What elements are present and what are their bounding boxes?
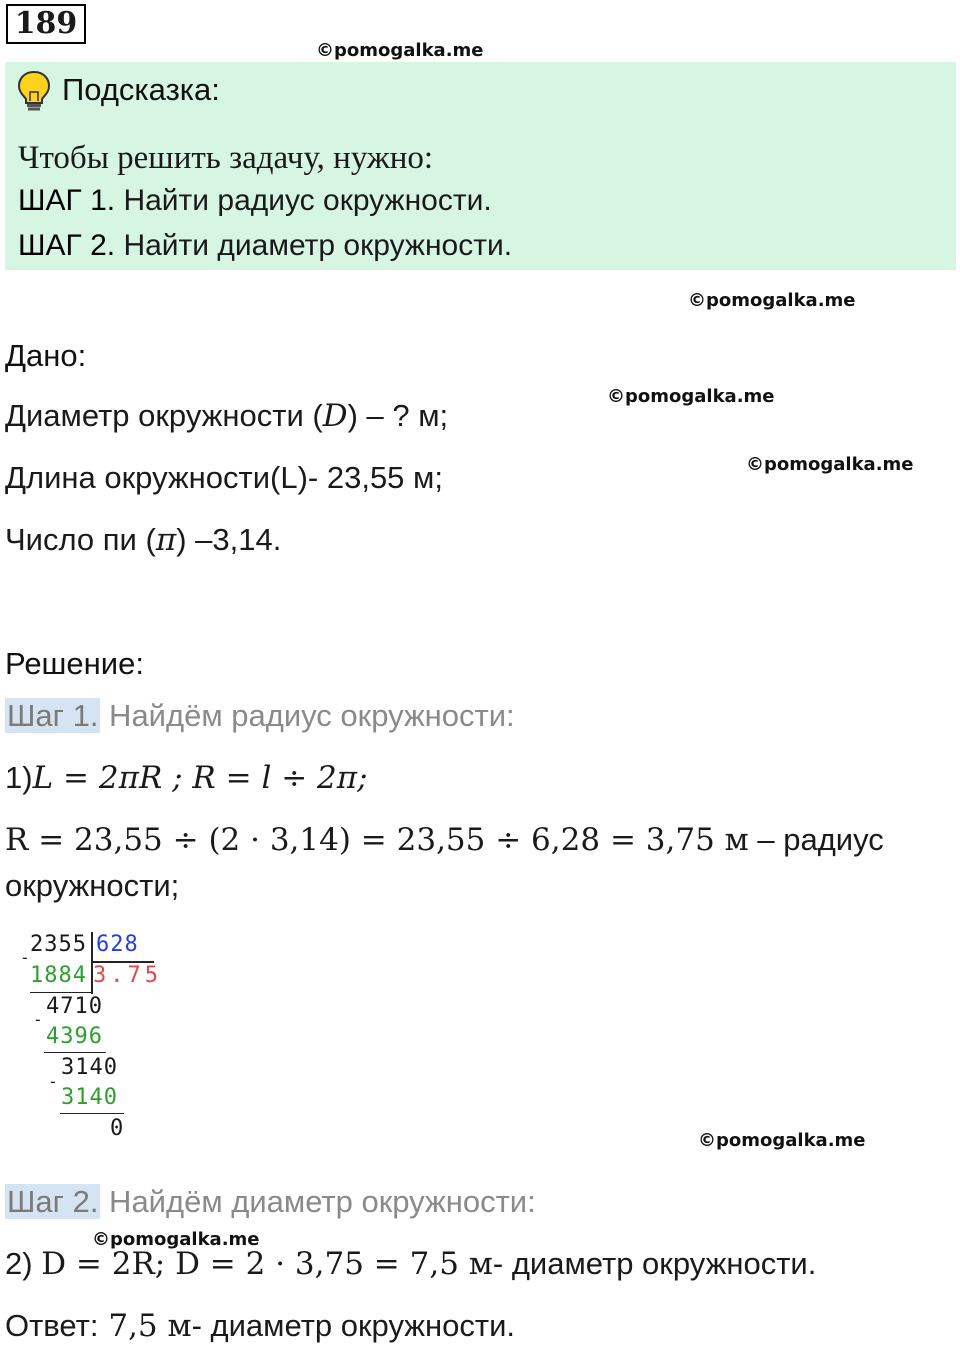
hint-step-label: ШАГ 1. (18, 184, 116, 217)
step-2-line (5, 1184, 536, 1220)
watermark: ©pomogalka.me (688, 290, 856, 311)
step-1-label: Шаг 1. (7, 698, 99, 733)
hint-step-text: Найти радиус окружности. (115, 184, 492, 217)
division-row: 4396 (46, 1024, 103, 1049)
watermark: ©pomogalka.me (607, 386, 775, 407)
hint-step-label: ШАГ 2. (18, 229, 116, 262)
hint-step-2 (18, 229, 512, 263)
minus-sign: - (48, 1072, 59, 1091)
formula-text: R = 23,55 ÷ (2 · 3,14) = 23,55 ÷ 6,28 = 3,75 м (5, 822, 749, 858)
given-line-pi (5, 522, 281, 558)
watermark: ©pomogalka.me (316, 40, 484, 61)
task-number: 189 (6, 4, 86, 44)
given-text: Диаметр окружности ( (5, 398, 323, 433)
division-row: 1884 (30, 963, 87, 988)
formula-1 (5, 760, 368, 796)
formula-text: D = 2R; D = 2 · 3,75 = 7,5 м (41, 1246, 493, 1282)
step-1-desc: Найдём радиус окружности: (100, 698, 515, 733)
answer-label: Ответ: (5, 1308, 99, 1343)
answer-tail: - диаметр окружности. (191, 1308, 516, 1343)
formula-3 (5, 1246, 816, 1282)
formula-tail: – радиус (748, 822, 884, 857)
hint-step-1 (18, 184, 492, 218)
division-row: 3140 (61, 1085, 118, 1110)
division-row: 3140 (61, 1055, 118, 1080)
formula-2 (5, 822, 884, 858)
division-remainder: 0 (110, 1116, 125, 1141)
division-separator (60, 1113, 124, 1114)
step-1-line (5, 698, 515, 734)
given-text: ) – ? м; (347, 398, 449, 433)
division-separator (30, 992, 92, 993)
formula-tail: - диаметр окружности. (492, 1246, 817, 1281)
division-separator (44, 1052, 106, 1053)
watermark: ©pomogalka.me (698, 1130, 866, 1151)
var-pi: π (155, 522, 177, 558)
solution-heading: Решение: (5, 646, 144, 681)
given-text: ) –3,14. (176, 522, 282, 557)
division-row: 4710 (46, 994, 103, 1019)
formula-number: 1) (5, 760, 33, 795)
answer-value: 7,5 м (98, 1308, 192, 1344)
hint-intro: Чтобы решить задачу, нужно: (18, 140, 434, 176)
watermark: ©pomogalka.me (92, 1229, 260, 1250)
given-line-length: Длина окружности(L)- 23,55 м; (5, 460, 443, 495)
minus-sign: - (20, 948, 31, 967)
hint-title: Подсказка: (62, 72, 220, 107)
watermark: ©pomogalka.me (746, 454, 914, 475)
given-heading: Дано: (5, 338, 87, 373)
lightbulb-icon (16, 70, 52, 112)
step-2-desc: Найдём диаметр окружности: (100, 1184, 536, 1219)
formula-2-cont: окружности; (5, 868, 180, 903)
given-line-diameter (5, 398, 448, 434)
given-text: Число пи ( (5, 522, 156, 557)
formula-text: L = 2πR ; R = l ÷ 2π; (32, 760, 368, 796)
minus-sign: - (33, 1010, 44, 1029)
step-2-label: Шаг 2. (7, 1184, 99, 1219)
var-d: D (322, 398, 348, 434)
division-dividend: 2355 (30, 932, 87, 957)
hint-step-text: Найти диаметр окружности. (115, 229, 513, 262)
formula-number: 2) (5, 1246, 42, 1281)
division-divisor: 628 (96, 932, 139, 957)
division-quotient: 3.75 (93, 963, 162, 988)
answer-line (5, 1308, 515, 1344)
